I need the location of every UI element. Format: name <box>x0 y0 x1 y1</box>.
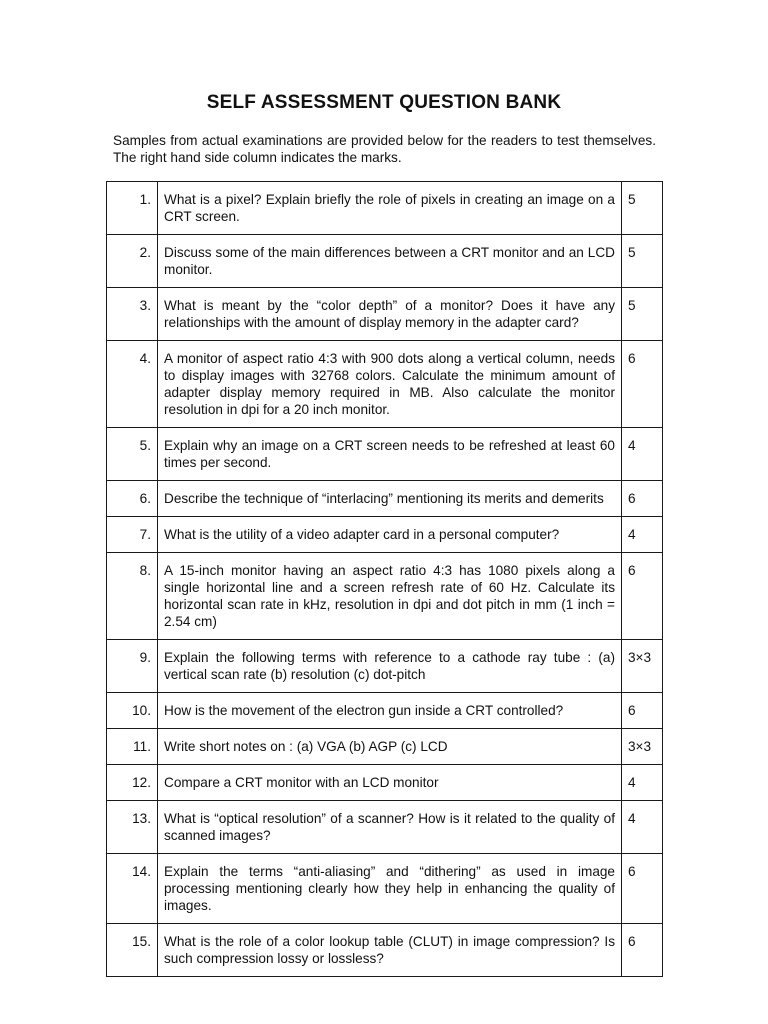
question-marks: 4 <box>622 765 663 801</box>
question-text: Describe the technique of “interlacing” mentioning its merits and demerits <box>158 481 622 517</box>
table-row <box>107 182 663 235</box>
question-marks: 5 <box>622 235 663 288</box>
question-marks: 6 <box>622 693 663 729</box>
question-number: 13. <box>107 801 158 854</box>
question-text: Explain the following terms with reference to a cathode ray tube : (a) vertical scan rate (b) resolution (c) dot-pitch <box>158 640 622 693</box>
question-marks: 4 <box>622 801 663 854</box>
table-row <box>107 481 663 517</box>
question-number: 1. <box>107 182 158 235</box>
question-text: Explain the terms “anti-aliasing” and “dithering” as used in image processing mentioning clearly how they help in enhancing the quality of images. <box>158 854 622 924</box>
question-number: 9. <box>107 640 158 693</box>
question-text: A 15-inch monitor having an aspect ratio 4:3 has 1080 pixels along a single horizontal line and a screen refresh rate of 60 Hz. Calculate its horizontal scan rate in kHz, resolution in dpi and dot pitch in mm (1 inch = 2.54 cm) <box>158 553 622 640</box>
question-number: 3. <box>107 288 158 341</box>
question-number: 10. <box>107 693 158 729</box>
question-table-body <box>107 182 663 977</box>
table-row <box>107 801 663 854</box>
question-number: 6. <box>107 481 158 517</box>
table-row <box>107 517 663 553</box>
question-number: 5. <box>107 428 158 481</box>
question-number: 11. <box>107 729 158 765</box>
question-number: 4. <box>107 341 158 428</box>
question-number: 14. <box>107 854 158 924</box>
question-text: What is “optical resolution” of a scanner? How is it related to the quality of scanned images? <box>158 801 622 854</box>
question-number: 7. <box>107 517 158 553</box>
table-row <box>107 765 663 801</box>
question-text: What is the utility of a video adapter card in a personal computer? <box>158 517 622 553</box>
table-row <box>107 729 663 765</box>
question-number: 2. <box>107 235 158 288</box>
question-table <box>106 181 663 977</box>
table-row <box>107 428 663 481</box>
question-marks: 5 <box>622 182 663 235</box>
question-text: Discuss some of the main differences between a CRT monitor and an LCD monitor. <box>158 235 622 288</box>
question-marks: 6 <box>622 924 663 977</box>
question-marks: 4 <box>622 428 663 481</box>
question-text: Explain why an image on a CRT screen needs to be refreshed at least 60 times per second. <box>158 428 622 481</box>
question-number: 8. <box>107 553 158 640</box>
table-row <box>107 693 663 729</box>
table-row <box>107 235 663 288</box>
question-marks: 3×3 <box>622 729 663 765</box>
question-text: Compare a CRT monitor with an LCD monitor <box>158 765 622 801</box>
question-marks: 4 <box>622 517 663 553</box>
table-row <box>107 640 663 693</box>
table-row <box>107 288 663 341</box>
question-text: How is the movement of the electron gun inside a CRT controlled? <box>158 693 622 729</box>
question-text: What is a pixel? Explain briefly the role of pixels in creating an image on a CRT screen. <box>158 182 622 235</box>
question-text: A monitor of aspect ratio 4:3 with 900 dots along a vertical column, needs to display images with 32768 colors. Calculate the minimum amount of adapter display memory required in MB. Also calculate the monitor resolution in dpi for a 20 inch monitor. <box>158 341 622 428</box>
page-title: SELF ASSESSMENT QUESTION BANK <box>206 92 562 113</box>
question-marks: 6 <box>622 481 663 517</box>
question-text: Write short notes on : (a) VGA (b) AGP (c) LCD <box>158 729 622 765</box>
table-row <box>107 553 663 640</box>
question-marks: 5 <box>622 288 663 341</box>
table-row <box>107 924 663 977</box>
question-text: What is the role of a color lookup table (CLUT) in image compression? Is such compression lossy or lossless? <box>158 924 622 977</box>
question-marks: 6 <box>622 341 663 428</box>
table-row <box>107 341 663 428</box>
question-marks: 6 <box>622 553 663 640</box>
question-text: What is meant by the “color depth” of a monitor? Does it have any relationships with the amount of display memory in the adapter card? <box>158 288 622 341</box>
intro-paragraph: Samples from actual examinations are provided below for the readers to test themselves. The right hand side column indicates the marks. <box>113 133 656 165</box>
question-marks: 6 <box>622 854 663 924</box>
question-marks: 3×3 <box>622 640 663 693</box>
question-number: 15. <box>107 924 158 977</box>
table-row <box>107 854 663 924</box>
question-number: 12. <box>107 765 158 801</box>
